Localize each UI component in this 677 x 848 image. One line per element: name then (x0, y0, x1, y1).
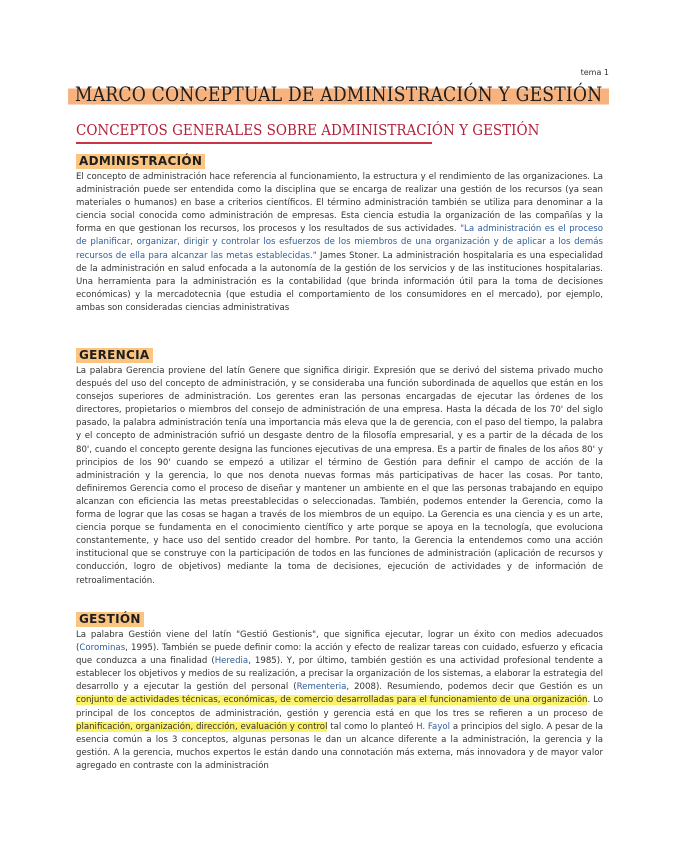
section-gerencia (76, 344, 603, 588)
gestion-text: La palabra Gestión viene del latín "Gestió Gestionis", que significa ejecutar, lograr un éxito con medios adecuados ( (76, 630, 603, 654)
section-gestion (76, 608, 603, 773)
highlight-definition: conjunto de actividades técnicas, económicas, de comercio desarrolladas para el funcionamiento de una organización (76, 695, 588, 706)
section-title-gestion: GESTIÓN (76, 612, 144, 627)
gestion-text: tal como lo planteó (327, 721, 417, 732)
gestion-text: a principios del siglo. A pesar de la esencia común a los 3 conceptos, algunas personas le dan un alcance diferente a la administración, la gerencia y la gestión. A la gerencia, muchos expertos le están dando una connotación más externa, más innovadora y de mayor valor agregado en contraste con la administración (76, 721, 603, 771)
subtitle-underline (76, 142, 432, 144)
subtitle: CONCEPTOS GENERALES SOBRE ADMINISTRACIÓN Y GESTIÓN (76, 121, 540, 139)
gestion-text: , 1995). También se puede definir como: la acción y efecto de realizar tareas con cuidado, esfuerzo y eficacia que conduzca a una finalidad ( (76, 643, 603, 667)
administracion-paragraph: El concepto de administración hace referencia al funcionamiento, la estructura y el rendimiento de las organizaciones. La administración puede ser entendida como la disciplina que se encarga de realizar una gestión de los recursos (ya sean materiales o humanos) en base a criterios científicos. El término administración también se utiliza para denominar a la ciencia social conocida como administración de empresas. Esta ciencia estudia la organización de las compañías y la forma en que gestionan los recursos, los procesos y los resultados de sus actividades. (76, 172, 603, 235)
highlight-process: planificación, organización, dirección, evaluación y control (76, 721, 328, 732)
reference-rementeria: Rementeria (296, 682, 347, 693)
main-title-container (0, 80, 677, 108)
reference-corominas: Corominas (79, 643, 126, 654)
section-body-gerencia: La palabra Gerencia proviene del latín Genere que significa dirigir. Expresión que se derivó del sistema privado mucho después del uso del concepto de administración, y se consideraba una función subordinada de aquellos que están en los consejos superiores de administración. Los gerentes eran las personas encargadas de ejecutar las órdenes de los directores, propietarios o miembros del consejo de administración de una empresa. Hasta la década de los 70' del siglo pasado, la palabra administración tenía una importancia más eleva que la de gerencia, con el paso del tiempo, la palabra y el concepto de administración sufrió un desgaste dentro de la filosofía empresarial, y es a partir de la década de los 80', cuando el concepto gerente designa las funciones ejecutivas de una empresa. Es a partir de finales de los años 80' y principios de los 90' cuando se empezó a utilizar el término de Gestión para definir el campo de acción de la administración y la gerencia, lo que nos denota nuevas formas más participativas de hacer las cosas. Por tanto, definiremos Gerencia como el proceso de diseñar y mantener un ambiente en el que las personas trabajando en equipo alcanzan con eficiencia las metas preestablecidas o seleccionadas. También, podemos entender la Gerencia, como la forma de lograr que las cosas se hagan a través de los miembros de un equipo. La Gerencia es una ciencia y es un arte, ciencia porque se fundamenta en el conocimiento científico y arte porque se apoya en la tecnología, que evoluciona constantemente, y hace uso del sentido creador del hombre. Por tanto, la Gerencia la entendemos como una acción institucional que se construye con la participación de todos en las funciones de administración (aplicación de recursos y conducción, logro de objetivos) mediante la toma de decisiones, ejecución de actividades y de información de retroalimentación. (76, 366, 603, 586)
section-title-gerencia: GERENCIA (76, 348, 153, 363)
main-title: MARCO CONCEPTUAL DE ADMINISTRACIÓN Y GESTIÓN (68, 80, 609, 108)
gestion-text: . Lo principal de los conceptos de administración, gestión y gerencia está en que los tres se refieren a un proceso de (76, 695, 604, 719)
topic-label: tema 1 (580, 68, 609, 77)
section-body-administracion (76, 171, 603, 315)
reference-heredia: Heredia (214, 656, 249, 667)
reference-fayol: H. Fayol (416, 721, 451, 732)
stoner-quote: "La administración es el proceso de planificar, organizar, dirigir y controlar los esfuerzos de los miembros de una organización y de aplicar a los demás recursos de ella para alcanzar las metas establecidas." (76, 224, 603, 261)
section-title-administracion: ADMINISTRACIÓN (76, 154, 205, 169)
section-body-gestion (76, 629, 603, 773)
administracion-paragraph-2: James Stoner. La administración hospitalaria es una especialidad de la administración en salud enfocada a la autonomía de la gestión de los servicios y de las instituciones hospitalarias. Una herramienta para la administración es la contabilidad (que brinda información útil para la toma de decisiones económicas) y la mercadotecnia (que estudia el comportamiento de los consumidores en el mercado), por ejemplo, ambas son consideradas ciencias administrativas (76, 250, 603, 313)
gestion-text: , 2008). Resumiendo, podemos decir que Gestión es un (346, 682, 603, 693)
section-administracion (76, 150, 603, 315)
gestion-text: , 1985). Y, por último, también gestión es una actividad profesional tendente a establecer los objetivos y medios de su realización, a precisar la organización de los sistemas, a elaborar la estrategia del desarrollo y a ejecutar la gestión del personal ( (76, 656, 603, 693)
